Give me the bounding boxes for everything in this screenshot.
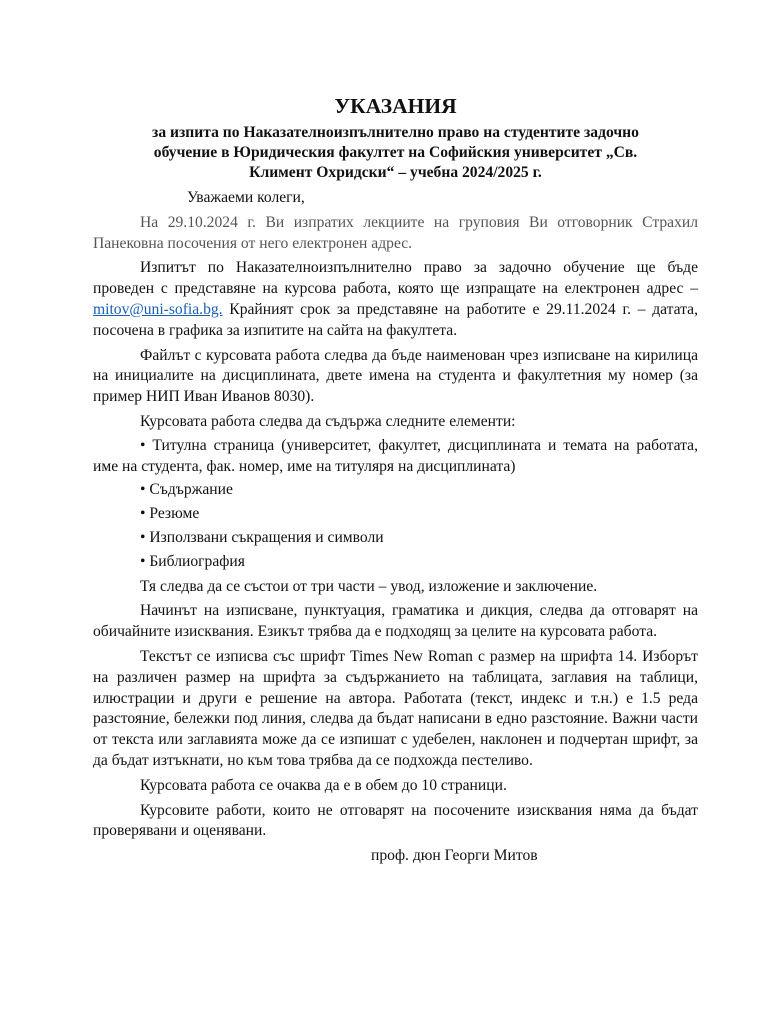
greeting: Уважаеми колеги, bbox=[187, 189, 305, 206]
paragraph-length: Курсовата работа се очаква да е в обем до 10 страници. bbox=[140, 776, 507, 794]
bullet-item-bibliography: • Библиография bbox=[140, 552, 245, 570]
subtitle-line-1: за изпита по Наказателноизпълнително право на студентите задочно bbox=[152, 124, 639, 141]
paragraph-file-naming: Файлът с курсовата работа следва да бъде наименован чрез изписване на кирилица на инициалите на дисциплината, двете имена на студента и факултетния му номер (за пример НИП Иван Иванов 8030). bbox=[93, 346, 698, 406]
subtitle-line-2: обучение в Юридическия факултет на Софийския университет „Св. bbox=[153, 144, 638, 161]
bullet-item-title-page: • Титулна страница (университет, факултет, дисциплината и темата на работата, име на студента, фак. номер, име на титуляря на дисциплината) bbox=[93, 436, 698, 475]
paragraph-style: Начинът на изписване, пунктуация, граматика и дикция, следва да отговарят на обичайните изисквания. Езикът трябва да е подходящ за целите на курсовата работа. bbox=[93, 602, 698, 641]
paragraph-exam-format-b: Крайният срок за представяне на работите е 29.11.2024 г. – датата, посочена в графика за изпитите на сайта на факултета. bbox=[93, 300, 698, 339]
bullet-item-contents: • Съдържание bbox=[140, 481, 233, 499]
paragraph-lectures: На 29.10.2024 г. Ви изпратих лекциите на груповия Ви отговорник Страхил Панековна посочения от него електронен адрес. bbox=[93, 213, 698, 252]
paragraph-requirements: Курсовите работи, които не отговарят на посочените изисквания няма да бъдат проверявани и оценявани. bbox=[93, 801, 698, 840]
paragraph-formatting: Текстът се изписва със шрифт Times New Roman с размер на шрифта 14. Изборът на различен размер на шрифта за съдържанието на таблицата, заглавия на таблици, илюстрации и други е решение на автора. Работата (текст, индекс и т.н.) е 1.5 реда разстояние, бележки под линия, следва да бъдат написани в едно разстояние. Важни части от текста или заглавията може да се изпишат с удебелен, наклонен и подчертан шрифт, за да бъдат изтъкнати, но към това трябва да се подхожда пестеливо. bbox=[93, 647, 698, 769]
paragraph-elements-intro: Курсовата работа следва да съдържа следните елементи: bbox=[140, 412, 516, 430]
paragraph-structure: Тя следва да се състои от три части – увод, изложение и заключение. bbox=[140, 577, 598, 595]
subtitle-line-3: Климент Охридски“ – учебна 2024/2025 г. bbox=[249, 164, 542, 181]
paragraph-exam-format bbox=[93, 258, 698, 341]
paragraph-exam-format-a: Изпитът по Наказателноизпълнително право за задочно обучение ще бъде проведен с представяне на курсова работа, която ще изпращате на електронен адрес – bbox=[93, 259, 698, 298]
email-link[interactable]: mitov@uni-sofia.bg. bbox=[93, 300, 223, 318]
document-subtitle bbox=[93, 123, 698, 183]
bullet-item-abbreviations: • Използвани съкращения и символи bbox=[140, 528, 384, 546]
signature: проф. дюн Георги Митов bbox=[371, 847, 538, 865]
bullet-item-summary: • Резюме bbox=[140, 505, 200, 523]
document-title: УКАЗАНИЯ bbox=[334, 94, 457, 118]
document-page bbox=[93, 94, 698, 867]
